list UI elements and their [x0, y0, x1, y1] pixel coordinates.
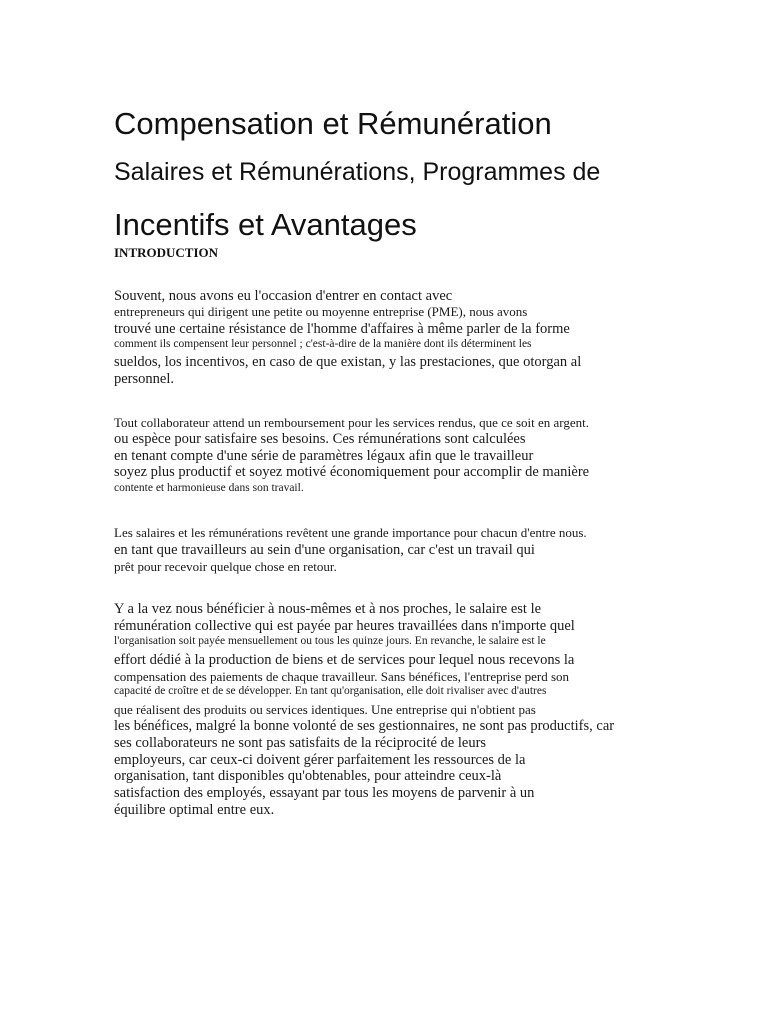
- paragraph-line: ou espèce pour satisfaire ses besoins. Ces rémunérations sont calculées: [114, 431, 526, 447]
- paragraph-line: satisfaction des employés, essayant par tous les moyens de parvenir à un: [114, 785, 535, 801]
- paragraph-line: personnel.: [114, 371, 174, 387]
- paragraph-line: Y a la vez nous bénéficier à nous-mêmes et à nos proches, le salaire est le: [114, 601, 542, 617]
- paragraph-line: compensation des paiements de chaque travailleur. Sans bénéfices, l'entreprise perd son: [114, 669, 570, 684]
- paragraph-line: Les salaires et les rémunérations revêtent une grande importance pour chacun d'entre nous.: [114, 525, 587, 540]
- paragraph-line: sueldos, los incentivos, en caso de que existan, y las prestaciones, que otorgan al: [114, 354, 582, 370]
- paragraph-line: comment ils compensent leur personnel ; c'est-à-dire de la manière dont ils déterminent les: [114, 338, 532, 350]
- paragraph-line: capacité de croître et de se développer. En tant qu'organisation, elle doit rivaliser avec d'autres: [114, 685, 547, 697]
- paragraph-line: effort dédié à la production de biens et de services pour lequel nous recevons la: [114, 652, 575, 668]
- paragraph-line: Tout collaborateur attend un remboursement pour les services rendus, que ce soit en argent.: [114, 415, 590, 430]
- document-subtitle-line-1: Salaires et Rémunérations, Programmes de: [114, 158, 601, 186]
- paragraph-line: trouvé une certaine résistance de l'homme d'affaires à même parler de la forme: [114, 321, 570, 337]
- paragraph-line: soyez plus productif et soyez motivé économiquement pour accomplir de manière: [114, 464, 590, 480]
- paragraph-line: que réalisent des produits ou services identiques. Une entreprise qui n'obtient pas: [114, 702, 536, 717]
- paragraph-line: les bénéfices, malgré la bonne volonté de ses gestionnaires, ne sont pas productifs, car: [114, 718, 615, 734]
- document-title: Compensation et Rémunération: [114, 106, 552, 141]
- paragraph-line: en tant que travailleurs au sein d'une organisation, car c'est un travail qui: [114, 542, 535, 558]
- paragraph-line: rémunération collective qui est payée par heures travaillées dans n'importe quel: [114, 618, 575, 634]
- paragraph-line: organisation, tant disponibles qu'obtenables, pour atteindre ceux-là: [114, 768, 502, 784]
- paragraph-line: prêt pour recevoir quelque chose en retour.: [114, 559, 337, 574]
- paragraph-line: contente et harmonieuse dans son travail.: [114, 482, 304, 494]
- section-heading: INTRODUCTION: [114, 245, 219, 260]
- paragraph-line: employeurs, car ceux-ci doivent gérer parfaitement les ressources de la: [114, 752, 526, 768]
- paragraph-line: équilibre optimal entre eux.: [114, 802, 275, 818]
- paragraph-line: Souvent, nous avons eu l'occasion d'entrer en contact avec: [114, 288, 453, 304]
- paragraph-line: l'organisation soit payée mensuellement ou tous les quinze jours. En revanche, le salaire est le: [114, 635, 546, 647]
- document-subtitle-line-2: Incentifs et Avantages: [114, 207, 417, 242]
- paragraph-line: en tenant compte d'une série de paramètres légaux afin que le travailleur: [114, 448, 534, 464]
- paragraph-line: ses collaborateurs ne sont pas satisfaits de la réciprocité de leurs: [114, 735, 487, 751]
- paragraph-line: entrepreneurs qui dirigent une petite ou moyenne entreprise (PME), nous avons: [114, 304, 528, 319]
